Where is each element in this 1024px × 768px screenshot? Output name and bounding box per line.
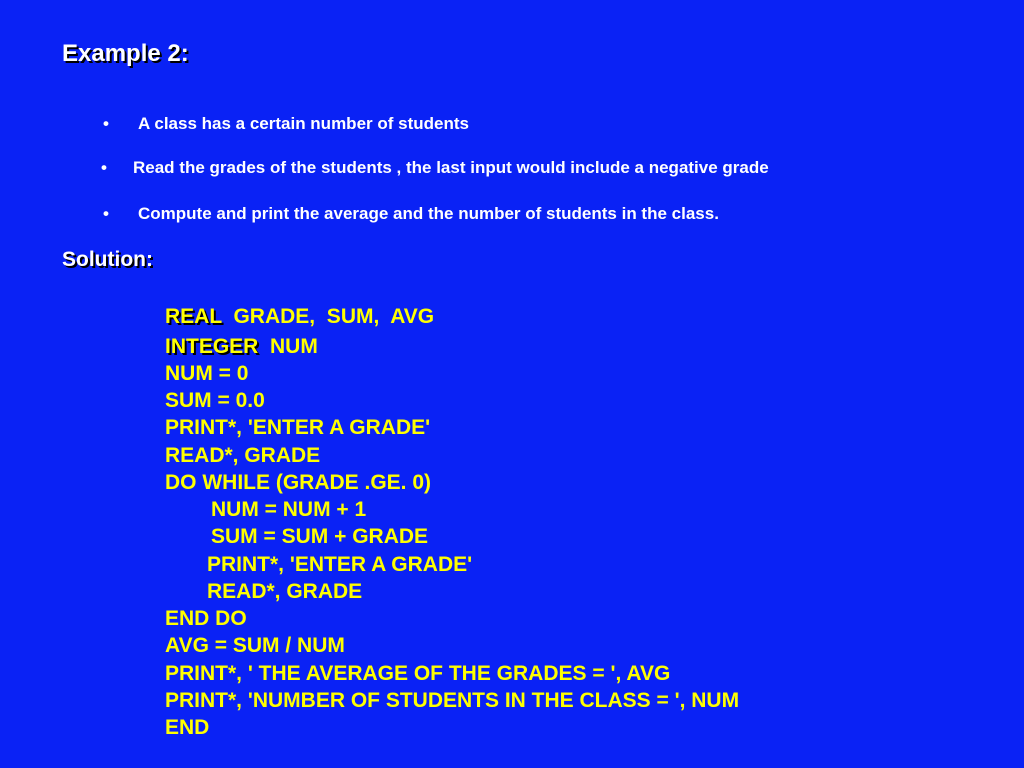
- solution-label: Solution:: [62, 248, 153, 271]
- code-line: NUM = NUM + 1: [211, 498, 367, 521]
- code-line: PRINT*, ' THE AVERAGE OF THE GRADES = ', AVG: [165, 662, 671, 685]
- code-line-declaration-integer: [165, 336, 318, 357]
- code-line-declaration-real: [165, 306, 434, 327]
- code-line: PRINT*, 'ENTER A GRADE': [165, 416, 431, 439]
- code-line: DO WHILE (GRADE .GE. 0): [165, 471, 432, 494]
- code-line: AVG = SUM / NUM: [165, 634, 345, 657]
- code-line: END DO: [165, 607, 247, 630]
- code-line: READ*, GRADE: [165, 444, 321, 467]
- bullet-icon: •: [101, 158, 107, 177]
- code-line: SUM = SUM + GRADE: [211, 525, 429, 548]
- bullet-icon: •: [103, 204, 109, 223]
- code-line: SUM = 0.0: [165, 389, 265, 412]
- code-keyword: REAL: [165, 305, 222, 328]
- code-text: NUM: [258, 335, 318, 358]
- bullet-text: A class has a certain number of students: [138, 114, 469, 133]
- code-keyword: INTEGER: [165, 335, 259, 358]
- bullet-icon: •: [103, 114, 109, 133]
- slide-title: Example 2:: [62, 40, 189, 67]
- code-line: PRINT*, 'ENTER A GRADE': [207, 553, 473, 576]
- code-line: READ*, GRADE: [207, 580, 363, 603]
- code-line: END: [165, 716, 210, 739]
- bullet-text: Read the grades of the students , the last input would include a negative grade: [133, 158, 769, 177]
- bullet-text: Compute and print the average and the number of students in the class.: [138, 204, 719, 223]
- code-text: GRADE, SUM, AVG: [221, 305, 435, 328]
- code-line: NUM = 0: [165, 362, 249, 385]
- code-line: PRINT*, 'NUMBER OF STUDENTS IN THE CLASS = ', NUM: [165, 689, 740, 712]
